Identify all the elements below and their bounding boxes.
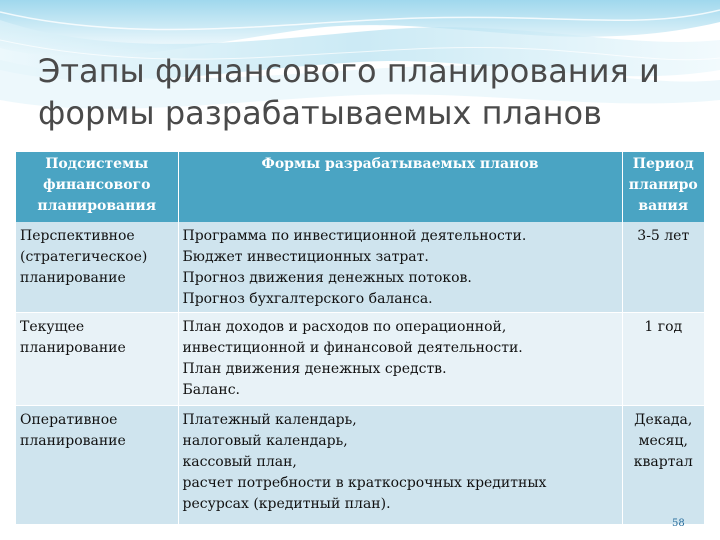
cell-line: План движения денежных средств.	[182, 361, 447, 377]
table-header-row	[16, 152, 704, 222]
cell-line: месяц,	[638, 433, 688, 449]
cell-line: Текущее	[20, 319, 85, 335]
cell-line: Бюджет инвестиционных затрат.	[182, 249, 429, 265]
cell-line: Декада,	[634, 412, 693, 428]
cell-line: планирование	[20, 270, 126, 286]
header-line: Формы разрабатываемых планов	[261, 156, 539, 172]
slide-title	[38, 50, 708, 134]
cell-subsystem	[16, 313, 178, 406]
cell-line: планирование	[20, 433, 126, 449]
header-line: Подсистемы	[45, 156, 149, 172]
header-line: планирования	[37, 198, 157, 214]
cell-plan-forms	[178, 313, 622, 406]
cell-line: кассовый план,	[182, 454, 297, 470]
title-line: Этапы финансового планирования и	[38, 52, 660, 90]
cell-line: квартал	[633, 454, 693, 470]
cell-line: Оперативное	[20, 412, 118, 428]
planning-table	[16, 152, 704, 525]
header-subsystems	[16, 152, 178, 222]
header-plan-forms	[178, 152, 622, 222]
header-period	[622, 152, 704, 222]
cell-line: Перспективное	[20, 228, 135, 244]
table-row	[16, 313, 704, 406]
cell-plan-forms	[178, 406, 622, 525]
header-line: финансового	[43, 177, 151, 193]
cell-line: План доходов и расходов по операционной,	[182, 319, 507, 335]
header-line: вания	[638, 198, 689, 214]
cell-line: Платежный календарь,	[182, 412, 357, 428]
cell-line: 3-5 лет	[637, 228, 690, 244]
cell-line: планирование	[20, 340, 126, 356]
slide-number: 58	[672, 518, 685, 529]
title-line: формы разрабатываемых планов	[38, 94, 602, 132]
cell-line: Прогноз движения денежных потоков.	[182, 270, 472, 286]
cell-line: расчет потребности в краткосрочных кредитных	[182, 475, 547, 491]
table-row	[16, 222, 704, 313]
cell-line: Баланс.	[182, 382, 240, 398]
header-line: планиро	[628, 177, 698, 193]
cell-line: 1 год	[644, 319, 683, 335]
cell-line: ресурсах (кредитный план).	[182, 496, 391, 512]
cell-subsystem	[16, 406, 178, 525]
cell-period	[622, 406, 704, 525]
table-row	[16, 406, 704, 525]
cell-line: Программа по инвестиционной деятельности.	[182, 228, 527, 244]
cell-period	[622, 222, 704, 313]
cell-subsystem	[16, 222, 178, 313]
cell-plan-forms	[178, 222, 622, 313]
cell-line: налоговый календарь,	[182, 433, 348, 449]
cell-line: инвестиционной и финансовой деятельности.	[182, 340, 523, 356]
cell-line: Прогноз бухгалтерского баланса.	[182, 291, 433, 307]
cell-line: (стратегическое)	[20, 249, 148, 265]
cell-period	[622, 313, 704, 406]
header-line: Период	[632, 156, 694, 172]
